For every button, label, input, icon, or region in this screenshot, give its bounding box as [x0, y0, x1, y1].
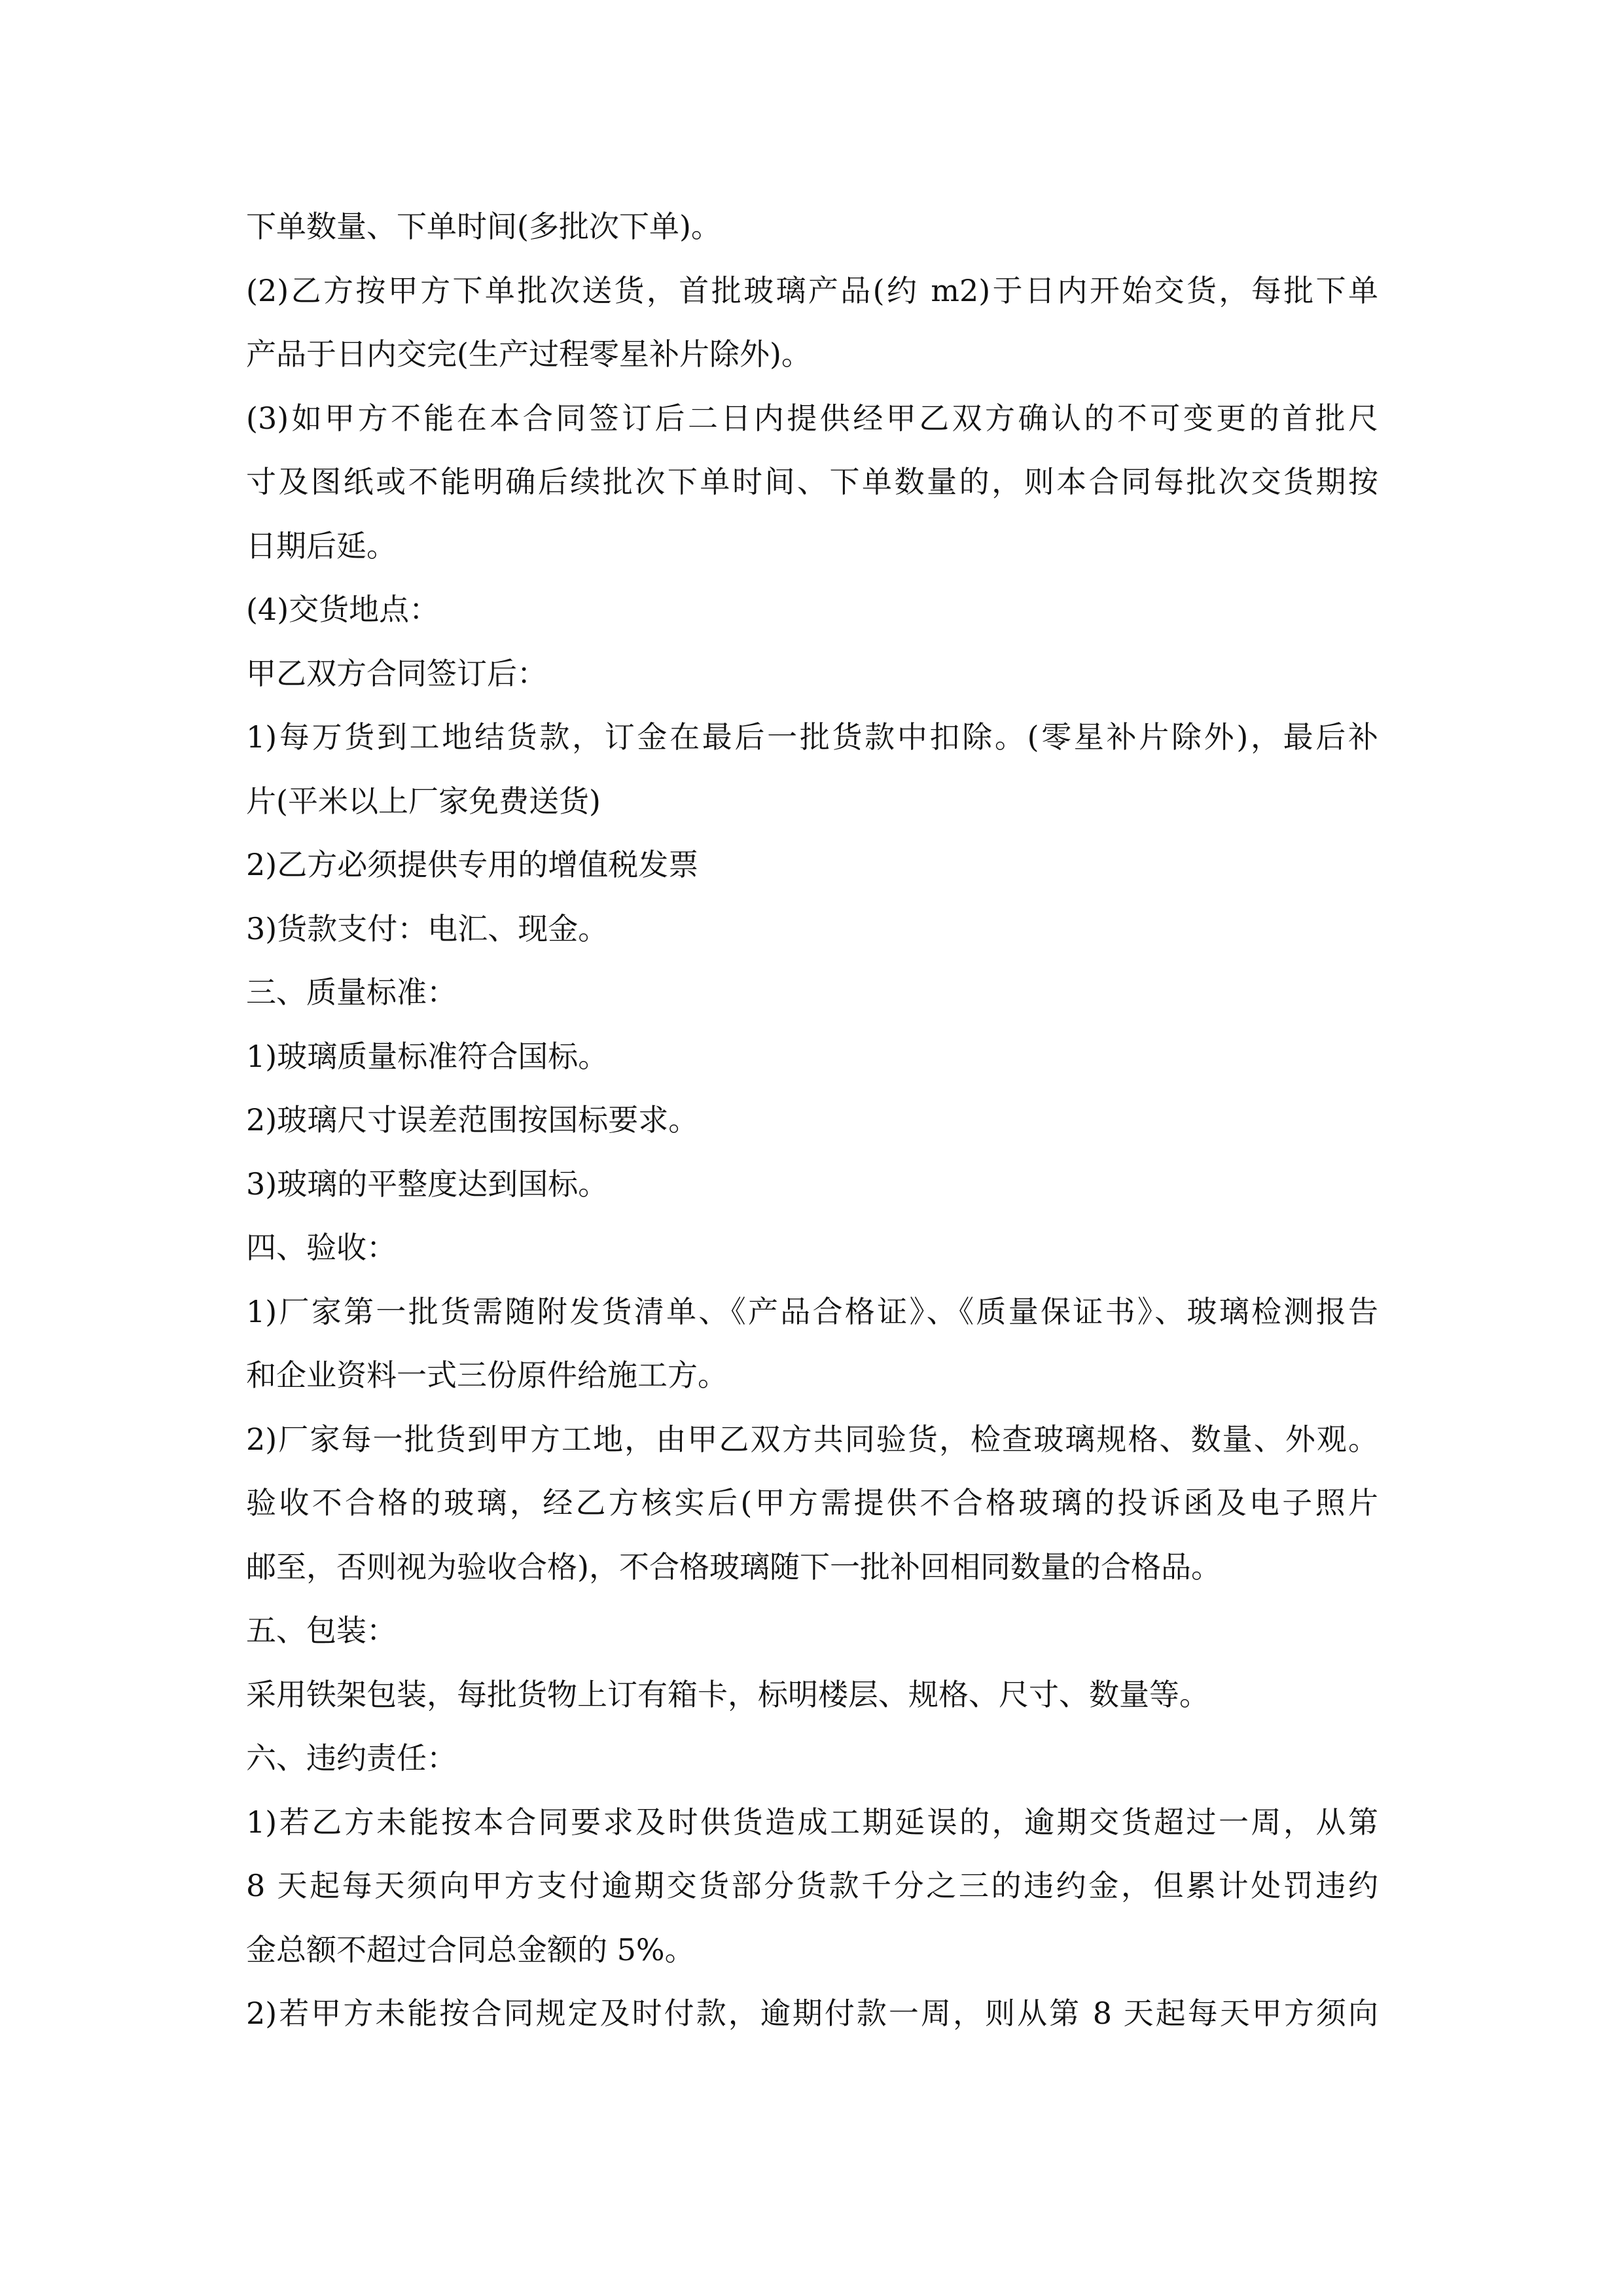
- document-line: 2)玻璃尺寸误差范围按国标要求。: [246, 1102, 699, 1138]
- document-line: 和企业资料一式三份原件给施工方。: [246, 1357, 728, 1393]
- document-line: 验收不合格的玻璃，经乙方核实后(甲方需提供不合格玻璃的投诉函及电子照片: [246, 1485, 1378, 1520]
- document-line: (3)如甲方不能在本合同签订后二日内提供经甲乙双方确认的不可变更的首批尺: [246, 400, 1378, 436]
- document-line: 3)货款支付：电汇、现金。: [246, 910, 609, 946]
- document-line: 五、包装：: [246, 1613, 397, 1648]
- document-line: 1)厂家第一批货需随附发货清单、《产品合格证》、《质量保证书》、玻璃检测报告: [246, 1293, 1378, 1329]
- document-line: 日期后延。: [246, 528, 397, 564]
- document-line: 产品于日内交完(生产过程零星补片除外)。: [246, 336, 812, 372]
- document-line: 片(平米以上厂家免费送货): [246, 783, 601, 819]
- document-body: [246, 195, 1378, 2046]
- document-line: 采用铁架包装，每批货物上订有箱卡，标明楼层、规格、尺寸、数量等。: [246, 1676, 1209, 1712]
- document-line: 邮至，否则视为验收合格)，不合格玻璃随下一批补回相同数量的合格品。: [246, 1549, 1221, 1585]
- document-line: 六、违约责任：: [246, 1740, 457, 1776]
- document-line: 1)若乙方未能按本合同要求及时供货造成工期延误的，逾期交货超过一周，从第: [246, 1804, 1378, 1840]
- document-line: 下单数量、下单时间(多批次下单)。: [246, 209, 721, 244]
- document-line: 三、质量标准：: [246, 975, 457, 1010]
- document-line: 金总额不超过合同总金额的 5%。: [246, 1931, 695, 1967]
- document-line: 甲乙双方合同签订后：: [246, 655, 547, 691]
- document-line: 1)每万货到工地结货款，订金在最后一批货款中扣除。(零星补片除外)，最后补: [246, 719, 1378, 755]
- document-line: (4)交货地点：: [246, 592, 440, 627]
- document-line: 2)乙方必须提供专用的增值税发票: [246, 847, 699, 882]
- document-line: 2)若甲方未能按合同规定及时付款，逾期付款一周，则从第 8 天起每天甲方须向: [246, 1996, 1378, 2031]
- document-line: 3)玻璃的平整度达到国标。: [246, 1166, 609, 1202]
- document-line: 四、验收：: [246, 1230, 397, 1265]
- document-line: 寸及图纸或不能明确后续批次下单时间、下单数量的，则本合同每批次交货期按: [246, 464, 1378, 499]
- document-line: 1)玻璃质量标准符合国标。: [246, 1038, 609, 1074]
- document-line: 2)厂家每一批货到甲方工地，由甲乙双方共同验货，检查玻璃规格、数量、外观。: [246, 1421, 1378, 1457]
- document-line: (2)乙方按甲方下单批次送货，首批玻璃产品(约 m2)于日内开始交货，每批下单: [246, 272, 1378, 308]
- document-line: 8 天起每天须向甲方支付逾期交货部分货款千分之三的违约金，但累计处罚违约: [246, 1868, 1378, 1903]
